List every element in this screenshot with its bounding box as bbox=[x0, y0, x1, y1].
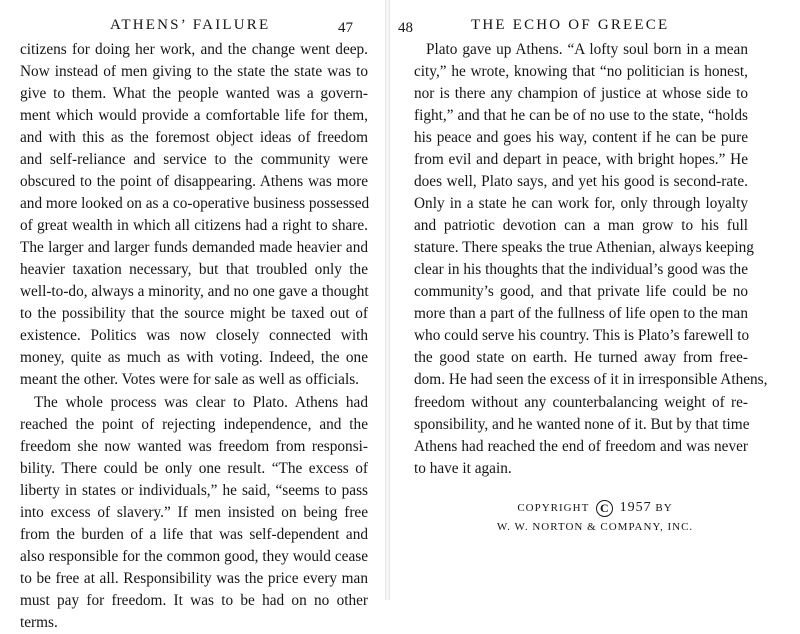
text-line: The larger and larger funds demanded made heavier and bbox=[20, 239, 368, 256]
text-line: into excess of slavery.” If men insisted on being free bbox=[20, 504, 368, 521]
text-line: ment which would provide a comfortable life for them, bbox=[20, 107, 368, 124]
text-line: give to them. What the people wanted was a govern- bbox=[20, 85, 368, 102]
text-line: existence. Politics was now closely connected with bbox=[20, 327, 368, 344]
text-line: from evil and depart in peace, with bright hopes.” He bbox=[414, 151, 748, 168]
text-line: and self-reliance and service to the community were bbox=[20, 151, 368, 168]
text-line: Plato gave up Athens. “A lofty soul born in a mean bbox=[426, 41, 748, 58]
text-line: city,” he wrote, knowing that “no politician is honest, bbox=[414, 63, 748, 80]
text-line: more than a part of the fullness of life open to the man bbox=[414, 305, 748, 322]
right-page bbox=[390, 0, 800, 600]
text-line: Athens had reached the end of freedom and was never bbox=[414, 438, 748, 455]
text-line: reached the point of rejecting independence, and the bbox=[20, 416, 368, 433]
text-line: meant the other. Votes were for sale as well as officials. bbox=[20, 371, 359, 388]
copyright-symbol-icon: C bbox=[596, 500, 613, 517]
text-line: dom. He had seen the excess of it in irresponsible Athens, bbox=[414, 371, 768, 388]
text-line: and more looked on as a co-operative business possessed bbox=[20, 195, 370, 212]
text-line: liberty in states or individuals,” he said, “seems to pass bbox=[20, 482, 368, 499]
text-line: money, quite as much as with voting. Indeed, the one bbox=[20, 349, 368, 366]
text-line: Only in a state he can work for, only through loyalty bbox=[414, 195, 748, 212]
text-line: fight,” and that he can be of no use to the state, “holds bbox=[414, 107, 748, 124]
text-line: sponsibility, and he wanted none of it. But by that time bbox=[414, 416, 750, 433]
text-line: obscured to the point of disappearing. Athens was more bbox=[20, 173, 368, 190]
right-running-head: THE ECHO OF GREECE bbox=[471, 17, 670, 33]
text-line: does well, Plato says, and yet his good is second-rate. bbox=[414, 173, 748, 190]
text-line: stature. There speaks the true Athenian, always keeping bbox=[414, 239, 754, 256]
text-line: the good state on earth. He turned away from free- bbox=[414, 349, 748, 366]
copyright-label: COPYRIGHT bbox=[517, 502, 590, 515]
copyright-notice bbox=[390, 500, 800, 517]
left-page-number: 47 bbox=[338, 20, 353, 36]
right-page-number: 48 bbox=[398, 20, 413, 36]
text-line: to be free at all. Responsibility was the price every man bbox=[20, 570, 368, 587]
text-line: freedom without any counterbalancing weight of re- bbox=[414, 394, 748, 411]
copyright-year: 1957 bbox=[619, 500, 652, 516]
text-line: from the burden of a life that was self-dependent and bbox=[20, 526, 368, 543]
text-line: well-to-do, always a minority, and no one gave a thought bbox=[20, 283, 369, 300]
text-line: clear in his thoughts that the individual’s good was the bbox=[414, 261, 748, 278]
text-line: and with this as the foremost object ideas of freedom bbox=[20, 129, 368, 146]
text-line: Now instead of men giving to the state the state was to bbox=[20, 63, 368, 80]
text-line: The whole process was clear to Plato. Athens had bbox=[34, 394, 368, 411]
text-line: freedom she now wanted was freedom from responsi- bbox=[20, 438, 368, 455]
text-line: and patriotic devotion can a man grow to his full bbox=[414, 217, 748, 234]
text-line: terms. bbox=[20, 614, 58, 631]
text-line: also responsible for the common good, they would cease bbox=[20, 548, 368, 565]
text-line: of great wealth in which all citizens had a right to share. bbox=[20, 217, 368, 234]
left-page bbox=[0, 0, 385, 631]
text-line: heavier taxation necessary, but that troubled only the bbox=[20, 261, 368, 278]
text-line: citizens for doing her work, and the change went deep. bbox=[20, 41, 368, 58]
copyright-by: BY bbox=[655, 502, 673, 515]
left-running-head: ATHENS’ FAILURE bbox=[110, 17, 271, 33]
text-line: nor is there any champion of justice at whose side to bbox=[414, 85, 748, 102]
text-line: who could serve his country. This is Plato’s farewell to bbox=[414, 327, 750, 344]
text-line: to the possibility that the source might be taxed out of bbox=[20, 305, 368, 322]
text-line: community’s good, and that private life could be no bbox=[414, 283, 748, 300]
text-line: bility. There could be only one result. “The excess of bbox=[20, 460, 368, 477]
text-line: must pay for freedom. It was to be had on no other bbox=[20, 592, 368, 609]
text-line: his peace and goes his way, content if he can be pure bbox=[414, 129, 748, 146]
publisher-line: W. W. NORTON & COMPANY, INC. bbox=[496, 521, 694, 533]
text-line: to have it again. bbox=[414, 460, 512, 477]
